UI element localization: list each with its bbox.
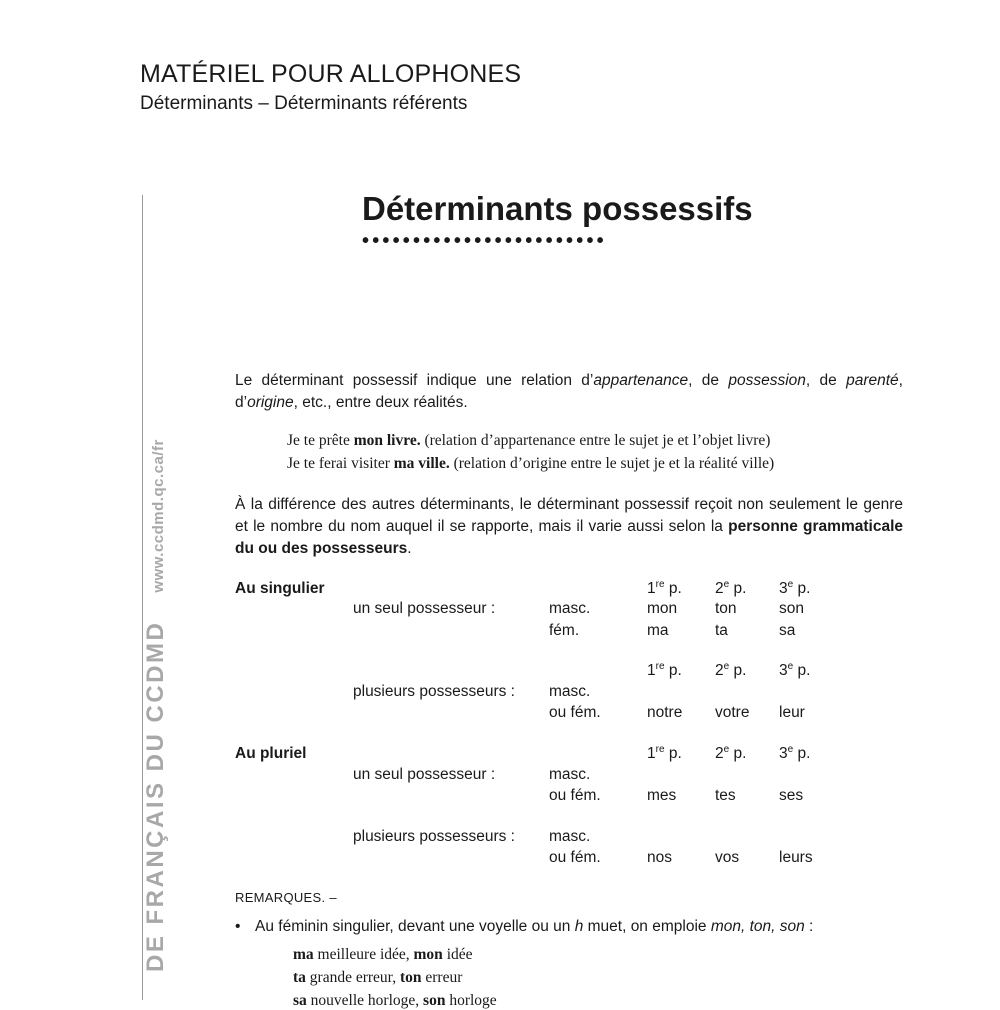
gender-label: masc. bbox=[549, 828, 591, 845]
form-cell: mes bbox=[647, 787, 677, 804]
title-dotted-rule: •••••••••••••••••••••••• bbox=[362, 230, 607, 252]
gender-label: fém. bbox=[549, 622, 580, 639]
remark-item: Au féminin singulier, devant une voyelle ou un h muet, on emploie mon, ton, son : bbox=[255, 918, 814, 935]
person-label: 2e p. bbox=[715, 744, 747, 762]
form-cell: tes bbox=[715, 787, 736, 804]
form-cell: son bbox=[779, 600, 804, 617]
person-label: 3e p. bbox=[779, 744, 811, 762]
remark-example: ma meilleure idée, mon idée bbox=[293, 946, 473, 963]
section-label-pluriel: Au pluriel bbox=[235, 745, 307, 762]
possessor-label: un seul possesseur : bbox=[353, 600, 496, 617]
gender-label: masc. bbox=[549, 600, 591, 617]
form-cell: ses bbox=[779, 787, 804, 804]
header-title: MATÉRIEL POUR ALLOPHONES bbox=[140, 60, 522, 88]
section-label-singulier: Au singulier bbox=[235, 580, 325, 597]
form-cell: vos bbox=[715, 849, 740, 866]
person-label: 3e p. bbox=[779, 579, 811, 597]
page-title: Déterminants possessifs bbox=[362, 190, 753, 227]
gender-label: masc. bbox=[549, 683, 591, 700]
bullet-icon: • bbox=[235, 918, 241, 935]
possessor-label: plusieurs possesseurs : bbox=[353, 828, 515, 845]
form-cell: notre bbox=[647, 704, 683, 721]
gender-label: ou fém. bbox=[549, 787, 601, 804]
side-name: DE FRANÇAIS DU CCDMD bbox=[142, 620, 169, 972]
form-cell: nos bbox=[647, 849, 672, 866]
remark-example: ta grande erreur, ton erreur bbox=[293, 969, 463, 986]
person-label: 2e p. bbox=[715, 661, 747, 679]
remarks-heading: REMARQUES. – bbox=[235, 890, 337, 905]
gender-label: ou fém. bbox=[549, 704, 601, 721]
person-label: 1re p. bbox=[647, 744, 682, 762]
form-cell: ta bbox=[715, 622, 728, 639]
gender-label: masc. bbox=[549, 766, 591, 783]
possessor-label: plusieurs possesseurs : bbox=[353, 683, 515, 700]
form-cell: votre bbox=[715, 704, 750, 721]
form-cell: ma bbox=[647, 622, 669, 639]
gender-label: ou fém. bbox=[549, 849, 601, 866]
example-line: Je te ferai visiter ma ville. (relation d’origine entre le sujet je et la réalité ville) bbox=[287, 455, 775, 472]
form-cell: leurs bbox=[779, 849, 813, 866]
intro-paragraph-1: Le déterminant possessif indique une relation d’appartenance, de possession, de parenté, d’origine, etc., entre deux réalités. bbox=[235, 372, 903, 411]
intro-paragraph-2: À la différence des autres déterminants, le déterminant possessif reçoit non seulement le genre et le nombre du nom auquel il se rapporte, mais il varie aussi selon la personne grammaticale du ou des possesseurs. bbox=[235, 496, 904, 557]
form-cell: ton bbox=[715, 600, 737, 617]
person-label: 3e p. bbox=[779, 661, 811, 679]
form-cell: sa bbox=[779, 622, 796, 639]
person-label: 1re p. bbox=[647, 579, 682, 597]
example-line: Je te prête mon livre. (relation d’appartenance entre le sujet je et l’objet livre) bbox=[287, 432, 771, 449]
side-url: www.ccdmd.qc.ca/fr bbox=[150, 439, 167, 593]
header-subtitle: Déterminants – Déterminants référents bbox=[140, 93, 468, 114]
side-branding bbox=[90, 439, 169, 1000]
remark-example: sa nouvelle horloge, son horloge bbox=[293, 992, 497, 1009]
possessor-label: un seul possesseur : bbox=[353, 766, 496, 783]
form-cell: mon bbox=[647, 600, 678, 617]
form-cell: leur bbox=[779, 704, 805, 721]
person-label: 2e p. bbox=[715, 579, 747, 597]
person-label: 1re p. bbox=[647, 661, 682, 679]
